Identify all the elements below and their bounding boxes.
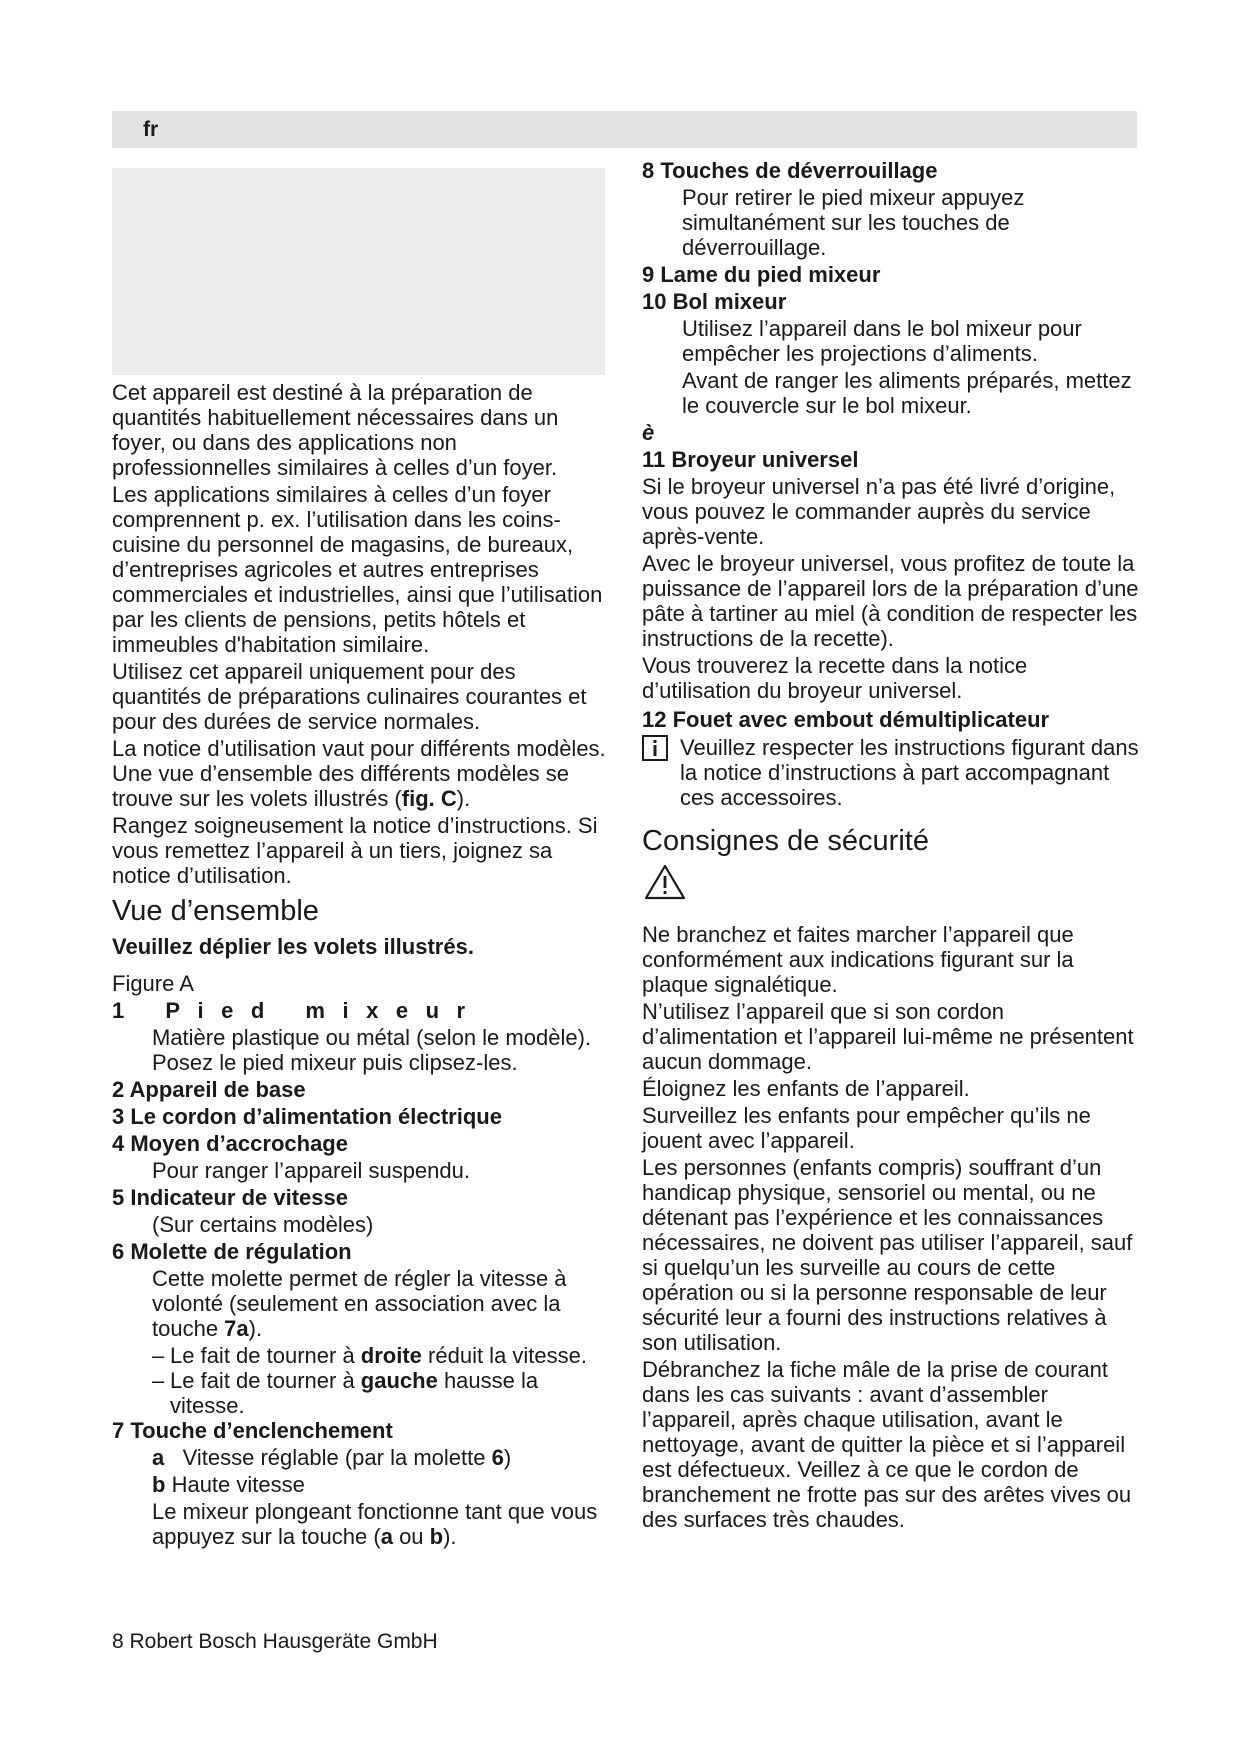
safety-paragraph-1: Ne branchez et faites marcher l’appareil que conformément aux indications figurant sur la plaque signalétique. — [642, 922, 1074, 997]
page-footer: 8 Robert Bosch Hausgeräte GmbH — [112, 1630, 438, 1653]
language-label: fr — [143, 118, 159, 141]
left-column — [112, 380, 607, 1551]
right-column — [642, 158, 1142, 1534]
item-7-title: 7 Touche d’enclenchement — [112, 1418, 393, 1443]
intro-paragraph-3: Utilisez cet appareil uniquement pour des quantités de préparations culinaires courantes et pour des durées de service normales. — [112, 659, 587, 734]
item-11-text-3: Vous trouverez la recette dans la notice d’utilisation du broyeur universel. — [642, 653, 1028, 703]
warning-icon — [644, 864, 686, 900]
item-1-title: 1 Pied mixeur — [112, 998, 483, 1023]
item-4-text: Pour ranger l’appareil suspendu. — [152, 1158, 470, 1183]
overview-subtitle: Veuillez déplier les volets illustrés. — [112, 934, 474, 959]
item-7-b: b Haute vitesse — [152, 1472, 305, 1497]
safety-paragraph-4: Surveillez les enfants pour empêcher qu’ils ne jouent avec l’appareil. — [642, 1103, 1091, 1153]
item-1-text: Matière plastique ou métal (selon le modèle). Posez le pied mixeur puis clipsez-les. — [152, 1025, 592, 1075]
item-8-title: 8 Touches de déverrouillage — [642, 158, 938, 183]
item-9-title: 9 Lame du pied mixeur — [642, 262, 881, 287]
item-3-title: 3 Le cordon d’alimentation électrique — [112, 1104, 502, 1129]
safety-paragraph-6: Débranchez la fiche mâle de la prise de courant dans les cas suivants : avant d’assembler l’appareil, après chaque utilisation, avant le nettoyage, avant de quitter la pièce et si l’appareil est défectueux. Veillez à ce que le cordon de branchement ne frotte pas sur des arêtes vives ou des surfaces très chaudes. — [642, 1357, 1132, 1532]
item-6-text: Cette molette permet de régler la vitesse à volonté (seulement en association avec la touche 7a). — [152, 1266, 567, 1341]
intro-paragraph-4: La notice d’utilisation vaut pour différents modèles. Une vue d’ensemble des différents modèles se trouve sur les volets illustrés (fig. C). — [112, 736, 606, 811]
item-10-text-1: Utilisez l’appareil dans le bol mixeur pour empêcher les projections d’aliments. — [682, 316, 1082, 366]
safety-paragraph-3: Éloignez les enfants de l’appareil. — [642, 1076, 970, 1101]
language-header-band — [112, 111, 1137, 148]
safety-heading: Consignes de sécurité — [642, 825, 929, 857]
intro-paragraph-5: Rangez soigneusement la notice d’instructions. Si vous remettez l’appareil à un tiers, joignez sa notice d’utilisation. — [112, 813, 598, 888]
item-6-title: 6 Molette de régulation — [112, 1239, 352, 1264]
intro-paragraph-1: Cet appareil est destiné à la préparation de quantités habituellement nécessaires dans un foyer, ou dans des applications non professionnelles similaires à celles d’un foyer. — [112, 380, 559, 480]
item-11-title: 11 Broyeur universel — [642, 447, 859, 472]
fig-c-ref: fig. C — [401, 786, 457, 811]
item-4-title: 4 Moyen d’accrochage — [112, 1131, 348, 1156]
overview-heading: Vue d’ensemble — [112, 895, 319, 927]
item-2-title: 2 Appareil de base — [112, 1077, 306, 1102]
safety-paragraph-2: N’utilisez l’appareil que si son cordon d’alimentation et l’appareil lui-même ne présentent aucun dommage. — [642, 999, 1134, 1074]
safety-paragraph-5: Les personnes (enfants compris) souffrant d’un handicap physique, sensoriel ou mental, ou ne détenant pas l’expérience et les connaissances nécessaires, ne doivent pas utiliser l’appareil, sauf si quelqu’un les surveille au cours de cette opération ou si la personne responsable de leur sécurité leur a fourni des instructions relatives à son utilisation. — [642, 1155, 1133, 1355]
item-5-text: (Sur certains modèles) — [152, 1212, 374, 1237]
item-8-text: Pour retirer le pied mixeur appuyez simultanément sur les touches de déverrouillage. — [682, 185, 1025, 260]
item-10-title: 10 Bol mixeur — [642, 289, 787, 314]
info-icon — [642, 735, 668, 761]
item-7-a: a Vitesse réglable (par la molette 6) — [152, 1445, 512, 1470]
symbol-e: è — [642, 420, 655, 445]
item-7-c: Le mixeur plongeant fonctionne tant que vous appuyez sur la touche (a ou b). — [152, 1499, 598, 1549]
item-12-info-text: Veuillez respecter les instructions figurant dans la notice d’instructions à part accompagnant ces accessoires. — [680, 735, 1139, 810]
item-6-dash-2: – Le fait de tourner à gauche hausse la vitesse. — [152, 1368, 539, 1418]
item-10-text-2: Avant de ranger les aliments préparés, mettez le couvercle sur le bol mixeur. — [682, 368, 1132, 418]
item-5-title: 5 Indicateur de vitesse — [112, 1185, 348, 1210]
figure-label: Figure A — [112, 971, 194, 996]
intro-paragraph-2: Les applications similaires à celles d’un foyer comprennent p. ex. l’utilisation dans les coins-cuisine du personnel de magasins, de bureaux, d’entreprises agricoles et autres entreprises commerciales et industrielles, ainsi que l’utilisation par les clients de pensions, petits hôtels et immeubles d'habitation similaire. — [112, 482, 603, 657]
item-12-title: 12 Fouet avec embout démultiplicateur — [642, 707, 1050, 732]
item-12-info — [642, 735, 1142, 810]
item-11-text-2: Avec le broyeur universel, vous profitez de toute la puissance de l’appareil lors de la préparation d’une pâte à tartiner au miel (à condition de respecter les instructions de la recette). — [642, 551, 1139, 651]
item-11-text-1: Si le broyeur universel n’a pas été livré d’origine, vous pouvez le commander auprès du service après-vente. — [642, 474, 1116, 549]
illustration-placeholder — [112, 168, 605, 375]
item-6-dash-1: – Le fait de tourner à droite réduit la vitesse. — [152, 1343, 587, 1368]
